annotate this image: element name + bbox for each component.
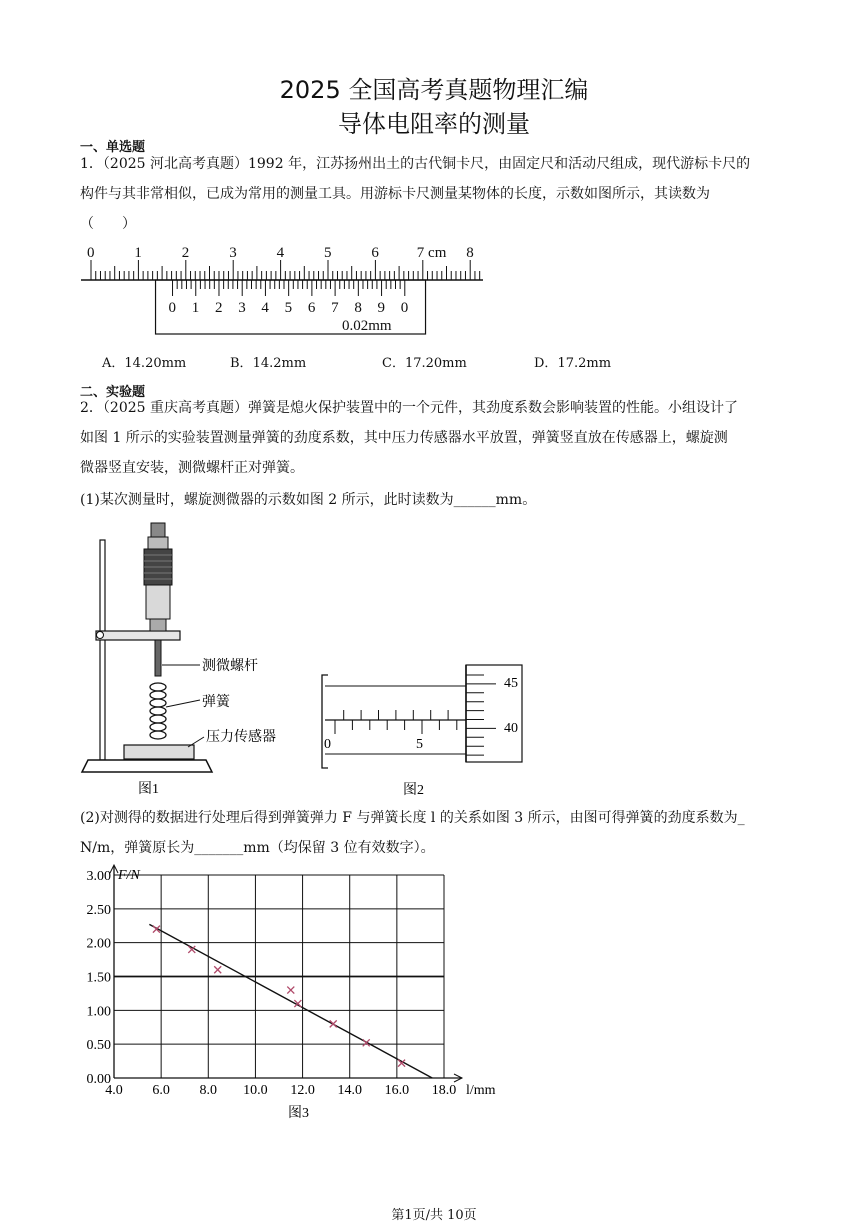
option-d-text: 17.2mm	[557, 356, 612, 371]
q1-text-line1: 1．（2025 河北高考真题）1992 年，江苏扬州出土的古代铜卡尺，由固定尺和活动尺组成，现代游标卡尺的	[80, 156, 751, 172]
vernier-label: 7	[331, 300, 339, 316]
vernier-label: 0	[400, 300, 409, 316]
vernier-caliper-figure	[78, 240, 488, 340]
y-tick-label: 2.00	[86, 936, 111, 952]
option-b-text: 14.2mm	[252, 356, 307, 371]
q1-text-line3: （ ）	[80, 216, 136, 232]
thimble-label-45: 45	[504, 676, 518, 691]
q2-text-line1: 2．（2025 重庆高考真题）弹簧是熄火保护装置中的一个元件，其劲度系数会影响装置的性能。小组设计了	[80, 400, 738, 416]
main-scale-label: 2	[181, 245, 190, 261]
x-tick-label: 10.0	[243, 1083, 268, 1098]
figure2-micrometer-scale	[308, 660, 538, 800]
option-b-label: B．	[230, 356, 253, 371]
x-tick-label: 18.0	[431, 1083, 457, 1098]
page-subtitle: 导体电阻率的测量	[338, 110, 530, 138]
main-scale-label: 3	[229, 245, 237, 261]
data-point	[214, 966, 221, 973]
vernier-label: 0	[168, 300, 177, 316]
option-c-label: C．	[382, 356, 405, 371]
label-spindle: 测微螺杆	[202, 659, 258, 674]
figure3-chart	[70, 864, 520, 1126]
option-c-text: 17.20mm	[404, 356, 467, 371]
option-a-text: 14.20mm	[124, 356, 187, 371]
option-a-label: A．	[102, 356, 125, 371]
sleeve-label-5: 5	[416, 737, 423, 752]
thimble-label-40: 40	[504, 721, 518, 736]
figure2-caption: 图2	[403, 783, 424, 798]
y-tick-label: 0.50	[86, 1038, 111, 1054]
q2-part2-line2: N/m，弹簧原长为_______mm（均保留 3 位有效数字）。	[80, 840, 435, 856]
page-footer: 第1页/共 10页	[391, 1208, 477, 1223]
vernier-precision-label: 0.02mm	[342, 318, 392, 334]
data-point	[287, 987, 294, 994]
main-scale-label: 0	[87, 245, 95, 261]
q2-part1: (1)某次测量时，螺旋测微器的示数如图 2 所示，此时读数为______mm。	[80, 492, 537, 508]
q2-text-line3: 微器竖直安装，测微螺杆正对弹簧。	[80, 460, 304, 476]
figure1-apparatus	[78, 515, 308, 800]
option-c[interactable]	[382, 352, 467, 371]
vernier-label: 8	[354, 300, 362, 316]
vernier-label: 5	[284, 300, 293, 316]
label-sensor: 压力传感器	[206, 730, 276, 745]
vernier-label: 1	[191, 300, 200, 316]
x-tick-label: 12.0	[290, 1083, 315, 1098]
sleeve-label-0: 0	[324, 737, 331, 752]
x-tick-label: 8.0	[199, 1083, 218, 1098]
y-tick-label: 1.50	[86, 970, 111, 986]
x-axis-label: l/mm	[466, 1083, 496, 1098]
y-tick-label: 2.50	[86, 902, 111, 918]
option-d[interactable]	[534, 352, 611, 371]
q2-part2-line1: (2)对测得的数据进行处理后得到弹簧弹力 F 与弹簧长度 l 的关系如图 3 所示，由图可得弹簧的劲度系数为_	[80, 810, 745, 826]
figure1-caption: 图1	[138, 782, 159, 797]
q2-text-line2: 如图 1 所示的实验装置测量弹簧的劲度系数，其中压力传感器水平放置，弹簧竖直放在传感器上，螺旋测	[80, 430, 728, 446]
figure3-caption: 图3	[288, 1106, 309, 1121]
y-tick-label: 0.00	[86, 1072, 111, 1087]
main-scale-label: 4	[276, 245, 285, 261]
vernier-label: 4	[261, 300, 269, 316]
vernier-label: 9	[377, 300, 386, 316]
section-heading-experiment: 二、实验题	[80, 385, 146, 400]
fit-line	[149, 924, 432, 1078]
x-tick-label: 14.0	[337, 1083, 362, 1098]
vernier-label: 6	[307, 300, 316, 316]
main-scale-label: 6	[371, 245, 379, 261]
y-tick-label: 3.00	[86, 869, 111, 884]
y-tick-label: 1.00	[86, 1004, 111, 1020]
x-tick-label: 4.0	[105, 1083, 123, 1098]
x-tick-label: 6.0	[152, 1083, 170, 1098]
option-a[interactable]	[102, 352, 186, 371]
q1-text-line2: 构件与其非常相似，已成为常用的测量工具。用游标卡尺测量某物体的长度，示数如图所示，其读数为	[80, 186, 710, 202]
main-scale-label: 7 cm	[416, 245, 447, 261]
page-title: 2025 全国高考真题物理汇编	[279, 76, 589, 104]
vernier-label: 2	[214, 300, 223, 316]
vernier-label: 3	[238, 300, 246, 316]
main-scale-label: 5	[324, 245, 332, 261]
section-heading-single-choice: 一、单选题	[80, 140, 146, 155]
option-b[interactable]	[230, 352, 306, 371]
x-tick-label: 16.0	[384, 1083, 410, 1098]
main-scale-label: 1	[134, 245, 142, 261]
label-spring: 弹簧	[202, 695, 230, 710]
main-scale-label: 8	[466, 245, 474, 261]
y-axis-label: F/N	[118, 868, 140, 883]
data-point	[330, 1020, 337, 1027]
option-d-label: D．	[534, 356, 558, 371]
